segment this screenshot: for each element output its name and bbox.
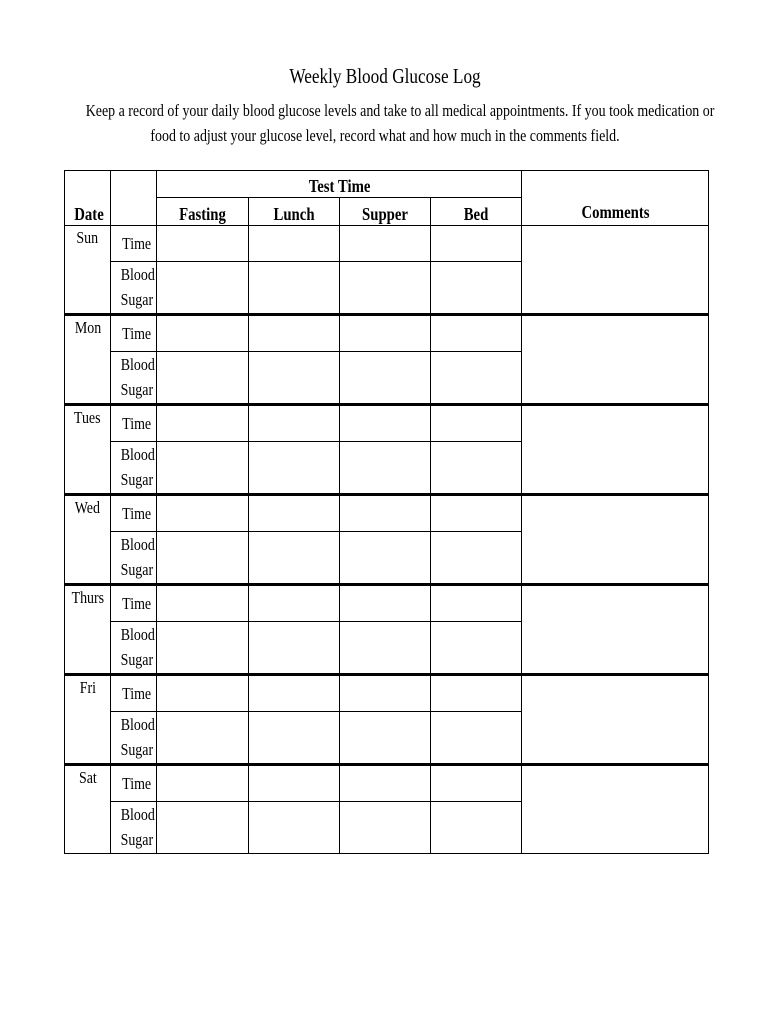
slot-header-bed	[431, 198, 522, 226]
tues-bed-blood-sugar-cell[interactable]	[431, 442, 522, 495]
tues-fasting-time-cell[interactable]	[157, 405, 248, 442]
fri-bed-time-cell[interactable]	[431, 675, 522, 712]
sun-supper-blood-sugar-cell[interactable]	[339, 262, 430, 315]
blood-sugar-label	[111, 442, 157, 495]
thurs-supper-blood-sugar-cell[interactable]	[339, 622, 430, 675]
day-label-fri	[65, 675, 111, 765]
sun-bed-time-cell[interactable]	[431, 226, 522, 262]
blood-sugar-label	[111, 802, 157, 854]
blood-label-text: Blood	[120, 355, 155, 374]
slot-header-text: Fasting	[179, 204, 226, 224]
comments-header	[522, 171, 709, 226]
time-label	[111, 675, 157, 712]
wed-fasting-blood-sugar-cell[interactable]	[157, 532, 248, 585]
sun-supper-time-cell[interactable]	[339, 226, 430, 262]
day-label-mon	[65, 315, 111, 405]
fri-fasting-time-cell[interactable]	[157, 675, 248, 712]
instructions-line-1: Keep a record of your daily blood glucose levels and take to all medical appointments. If you took medication or	[85, 101, 715, 120]
label-header	[111, 198, 157, 226]
sat-lunch-time-cell[interactable]	[248, 765, 339, 802]
tues-comments-cell[interactable]	[522, 405, 709, 495]
tues-lunch-blood-sugar-cell[interactable]	[248, 442, 339, 495]
fri-fasting-blood-sugar-cell[interactable]	[157, 712, 248, 765]
day-label-wed	[65, 495, 111, 585]
wed-supper-time-cell[interactable]	[339, 495, 430, 532]
time-label	[111, 585, 157, 622]
slot-header-lunch	[248, 198, 339, 226]
instructions-line-2: food to adjust your glucose level, record what and how much in the comments field.	[150, 126, 620, 145]
tues-fasting-blood-sugar-cell[interactable]	[157, 442, 248, 495]
thurs-comments-cell[interactable]	[522, 585, 709, 675]
wed-lunch-time-cell[interactable]	[248, 495, 339, 532]
sat-lunch-blood-sugar-cell[interactable]	[248, 802, 339, 854]
mon-bed-blood-sugar-cell[interactable]	[431, 352, 522, 405]
label-header-top	[111, 171, 157, 198]
sugar-label-text: Sugar	[120, 380, 154, 399]
sun-lunch-time-cell[interactable]	[248, 226, 339, 262]
wed-fasting-time-cell[interactable]	[157, 495, 248, 532]
thurs-fasting-blood-sugar-cell[interactable]	[157, 622, 248, 675]
time-label	[111, 226, 157, 262]
date-header-top	[65, 171, 111, 198]
comments-header-text: Comments	[581, 201, 650, 222]
sun-bed-blood-sugar-cell[interactable]	[431, 262, 522, 315]
thurs-bed-blood-sugar-cell[interactable]	[431, 622, 522, 675]
wed-bed-blood-sugar-cell[interactable]	[431, 532, 522, 585]
instructions	[20, 98, 750, 148]
day-row-wed-time	[65, 495, 709, 532]
test-time-header-text: Test Time	[308, 176, 371, 196]
tues-supper-blood-sugar-cell[interactable]	[339, 442, 430, 495]
blood-sugar-label	[111, 622, 157, 675]
day-row-thurs-time	[65, 585, 709, 622]
blood-label-text: Blood	[120, 625, 155, 644]
blood-label-text: Blood	[120, 715, 155, 734]
time-label-text: Time	[122, 683, 152, 703]
sat-comments-cell[interactable]	[522, 765, 709, 854]
sugar-label-text: Sugar	[120, 290, 154, 309]
sun-lunch-blood-sugar-cell[interactable]	[248, 262, 339, 315]
mon-bed-time-cell[interactable]	[431, 315, 522, 352]
day-row-fri-time	[65, 675, 709, 712]
slot-header-text: Supper	[362, 204, 408, 224]
tues-lunch-time-cell[interactable]	[248, 405, 339, 442]
mon-lunch-time-cell[interactable]	[248, 315, 339, 352]
day-row-mon-time	[65, 315, 709, 352]
time-label	[111, 765, 157, 802]
sugar-label-text: Sugar	[120, 470, 154, 489]
date-header	[65, 198, 111, 226]
fri-lunch-blood-sugar-cell[interactable]	[248, 712, 339, 765]
day-row-tues-time	[65, 405, 709, 442]
slot-header-text: Bed	[463, 204, 489, 224]
day-label-thurs	[65, 585, 111, 675]
blood-label-text: Blood	[120, 535, 155, 554]
date-header-text: Date	[74, 204, 104, 224]
day-label-text: Sat	[78, 768, 97, 787]
day-label-text: Tues	[74, 408, 101, 427]
fri-lunch-time-cell[interactable]	[248, 675, 339, 712]
mon-fasting-blood-sugar-cell[interactable]	[157, 352, 248, 405]
sugar-label-text: Sugar	[120, 740, 154, 759]
blood-sugar-label	[111, 352, 157, 405]
day-rows	[65, 226, 709, 854]
thurs-lunch-blood-sugar-cell[interactable]	[248, 622, 339, 675]
tues-supper-time-cell[interactable]	[339, 405, 430, 442]
thurs-lunch-time-cell[interactable]	[248, 585, 339, 622]
time-label-text: Time	[122, 593, 152, 613]
wed-lunch-blood-sugar-cell[interactable]	[248, 532, 339, 585]
mon-comments-cell[interactable]	[522, 315, 709, 405]
day-label-text: Wed	[74, 498, 101, 517]
sun-fasting-time-cell[interactable]	[157, 226, 248, 262]
mon-fasting-time-cell[interactable]	[157, 315, 248, 352]
thurs-fasting-time-cell[interactable]	[157, 585, 248, 622]
day-row-sun-time	[65, 226, 709, 262]
day-label-sat	[65, 765, 111, 854]
sat-supper-time-cell[interactable]	[339, 765, 430, 802]
sat-supper-blood-sugar-cell[interactable]	[339, 802, 430, 854]
page-title: Weekly Blood Glucose Log	[289, 64, 481, 88]
sat-fasting-time-cell[interactable]	[157, 765, 248, 802]
time-label-text: Time	[122, 233, 152, 253]
sat-fasting-blood-sugar-cell[interactable]	[157, 802, 248, 854]
wed-supper-blood-sugar-cell[interactable]	[339, 532, 430, 585]
tues-bed-time-cell[interactable]	[431, 405, 522, 442]
fri-comments-cell[interactable]	[522, 675, 709, 765]
blood-sugar-label	[111, 262, 157, 315]
day-label-text: Thurs	[71, 588, 104, 607]
slot-header-text: Lunch	[273, 204, 315, 224]
mon-supper-time-cell[interactable]	[339, 315, 430, 352]
mon-supper-blood-sugar-cell[interactable]	[339, 352, 430, 405]
sat-bed-blood-sugar-cell[interactable]	[431, 802, 522, 854]
fri-bed-blood-sugar-cell[interactable]	[431, 712, 522, 765]
day-label-text: Sun	[76, 228, 99, 247]
glucose-log-table	[64, 170, 709, 854]
day-label-sun	[65, 226, 111, 315]
sun-comments-cell[interactable]	[522, 226, 709, 315]
test-time-header	[157, 171, 522, 198]
day-row-sat-time	[65, 765, 709, 802]
blood-label-text: Blood	[120, 265, 155, 284]
thurs-bed-time-cell[interactable]	[431, 585, 522, 622]
day-label-tues	[65, 405, 111, 495]
blood-sugar-label	[111, 532, 157, 585]
sun-fasting-blood-sugar-cell[interactable]	[157, 262, 248, 315]
slot-header-supper	[339, 198, 430, 226]
mon-lunch-blood-sugar-cell[interactable]	[248, 352, 339, 405]
sugar-label-text: Sugar	[120, 560, 154, 579]
day-label-text: Mon	[74, 318, 101, 337]
time-label	[111, 315, 157, 352]
sat-bed-time-cell[interactable]	[431, 765, 522, 802]
time-label-text: Time	[122, 773, 152, 793]
fri-supper-time-cell[interactable]	[339, 675, 430, 712]
blood-sugar-label	[111, 712, 157, 765]
slot-header-fasting	[157, 198, 248, 226]
thurs-supper-time-cell[interactable]	[339, 585, 430, 622]
header-row-1	[65, 171, 709, 198]
time-label-text: Time	[122, 413, 152, 433]
time-label-text: Time	[122, 503, 152, 523]
sugar-label-text: Sugar	[120, 830, 154, 849]
blood-label-text: Blood	[120, 805, 155, 824]
sugar-label-text: Sugar	[120, 650, 154, 669]
day-label-text: Fri	[79, 678, 96, 697]
time-label-text: Time	[122, 323, 152, 343]
wed-comments-cell[interactable]	[522, 495, 709, 585]
time-label	[111, 495, 157, 532]
blood-label-text: Blood	[120, 445, 155, 464]
wed-bed-time-cell[interactable]	[431, 495, 522, 532]
fri-supper-blood-sugar-cell[interactable]	[339, 712, 430, 765]
time-label	[111, 405, 157, 442]
